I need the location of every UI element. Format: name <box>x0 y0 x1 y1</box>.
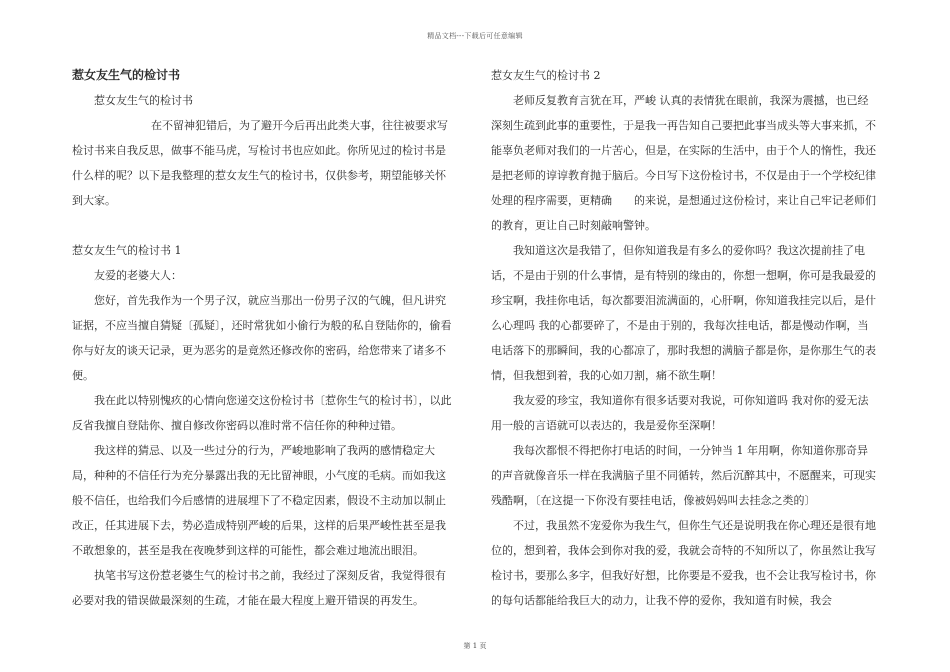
document-subtitle: 惹女友生气的检讨书 <box>94 94 193 107</box>
section-2-paragraph-2: 我知道这次是我错了，但你知道我是有多么的爱你吗？我这次提前挂了电话，不是由于别的什么事情，是有特别的缘由的，你想一想啊，你可是我最爱的珍宝啊，我挂你电话，每次都要泪流满面的，心肝啊，你知道我挂完以后，是什么心理吗 我的心都要碎了，不是由于别的，我每次挂电话，都是慢动作啊，当电话落下的那瞬间，我的心都凉了，那时我想的满脑子都是你，是你那生气的表情，但我想到着，我的心如刀割，痛不欲生啊！ <box>491 244 876 382</box>
section-1-paragraph-1: 您好，首先我作为一个男子汉，就应当那出一份男子汉的气魄，但凡讲究证据，不应当擅自猜疑〔孤疑〕，还时常犹如小偷行为般的私自登陆你的，偷看你与好友的谈天记录，更为恶劣的是竟然还修改你的密码，给您带来了诸多不便。 <box>72 294 452 382</box>
salutation: 友爱的老婆大人： <box>94 269 182 282</box>
section-1-paragraph-4: 执笔书写这份惹老婆生气的检讨书之前，我经过了深刻反省，我觉得很有必要对我的错误做最深刻的生疏，才能在最大程度上避开错误的再发生。 <box>72 569 446 607</box>
intro-paragraph: 在不留神犯错后，为了避开今后再出此类大事，往往被要求写检讨书来自我反思，做事不能马虎，写检讨书也应如此。你所见过的检讨书是什么样的呢？以下是我整理的惹女友生气的检讨书，仅供参考，期望能够关怀到大家。 <box>72 119 448 207</box>
section-1-title: 惹女友生气的检讨书 1 <box>72 244 182 257</box>
left-column <box>72 63 456 613</box>
section-2-paragraph-4: 我每次都恨不得把你打电话的时间，一分钟当 1 年用啊，你知道你那奇异的声音就像音乐一样在我满脑子里不同循转，然后沉醉其中，不愿醒来，可现实残酷啊，〔在这提一下你没有要挂电话，像被妈妈叫去挂念之类的〕 <box>491 444 876 507</box>
section-1-paragraph-3: 我这样的猜忌、以及一些过分的行为，严峻地影响了我两的感情稳定大局，种种的不信任行为充分暴露出我的无比留神眼，小气度的毛病。而如我这般不信任，也给我们今后感情的进展埋下了不稳定因素，假设不主动加以制止改正，任其进展下去，势必造成特别严峻的后果，这样的后果严峻性甚至是我不敢想象的，甚至是我在夜晚梦到这样的可能性，都会难过地流出眼泪。 <box>72 444 446 557</box>
section-1-paragraph-2: 我在此以特别愧疚的心情向您递交这份检讨书〔惹你生气的检讨书〕，以此反省我擅自登陆你、擅自修改你密码以准时常不信任你的种种过错。 <box>72 394 452 432</box>
section-2-paragraph-3: 我友爱的珍宝，我知道你有很多话要对我说，可你知道吗 我对你的爱无法用一般的言语就可以表达的，我是爱你至深啊！ <box>491 394 869 432</box>
page-header: 精品文档---下载后可任意编辑 <box>427 32 523 40</box>
spacer <box>72 213 456 238</box>
right-column <box>491 63 877 613</box>
page-number: 第 1 页 <box>463 642 487 650</box>
section-2-title: 惹女友生气的检讨书 2 <box>491 69 601 82</box>
section-2-paragraph-5: 不过，我虽然不宠爱你为我生气，但你生气还是说明我在你心理还是很有地位的，想到着，我体会到你对我的爱，我就会奇特的不知所以了，你虽然让我写检讨书，要那么多字，但我好好想，比你要是不爱我，也不会让我写检讨书，你的每句话都能给我巨大的动力，让我不停的爱你，我知道有时候，我会 <box>491 519 876 607</box>
section-2-paragraph-1: 老师反复教育言犹在耳，严峻 认真的表情犹在眼前，我深为震撼，也已经深刻生疏到此事的重要性，于是我一再告知自己要把此事当成头等大事来抓，不能辜负老师对我们的一片苦心，但是，在实际的生活中，由于个人的惰性，我还是把老师的谆谆教育抛于脑后。今日写下这份检讨书，不仅是由于一个学校纪律处理的程序需要，更精确 的来说，是想通过这份检讨，来让自己牢记老师们的教育，更让自己时刻敲响警钟。 <box>491 94 876 232</box>
document-title: 惹女友生气的检讨书 <box>72 68 181 82</box>
